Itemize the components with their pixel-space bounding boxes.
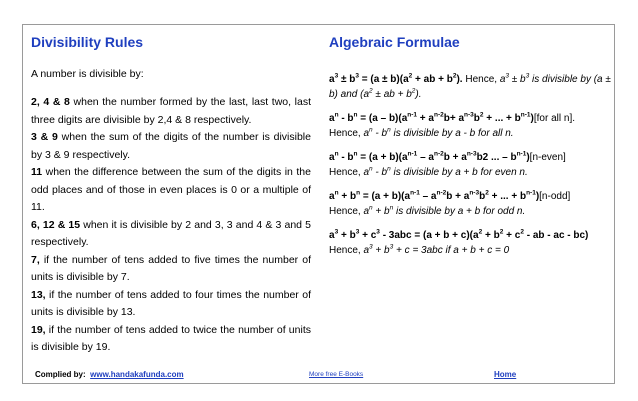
algebra-title: Algebraic Formulae xyxy=(329,34,460,50)
rule-2-4-8: 2, 4 & 8 when the number formed by the last, last two, last three digits are divisible by 2,4 & 8 respectively. xyxy=(31,96,312,126)
divisibility-title: Divisibility Rules xyxy=(31,34,144,50)
rule-6-12-15: 6, 12 & 15 when it is divisible by 2 and 3, 3 and 4 & 3 and 5 respectively. xyxy=(31,218,311,248)
home-link[interactable]: Home xyxy=(494,370,517,379)
formula-three-cubes: $a^3 + b^3 + c^3 - 3abc = (a + b + c)(a^2 + b^2 + c^2$ - ab - ac - bc) Hence, $a^3 + b^3 + c = 3abc$ if a + b + c = 0 xyxy=(329,228,589,256)
divisibility-column xyxy=(31,25,311,357)
page-frame xyxy=(22,24,615,384)
rule-11: 11 when the difference between the sum of the digits in the odd places and of those in even places is 0 or a multiple of 11. xyxy=(31,166,311,213)
algebra-column xyxy=(329,25,613,267)
credit: Complied by: www.handakafunda.com xyxy=(35,370,184,379)
formula-power-sum-odd: $a^n + b^n = (a + b)(a^{n-1} - a^{n-2}b + a^{n-3}b^2$ + ... + $b^{n-1})[n-odd]$ Hence, $a^n + b^n$ is divisible by a + b for odd n. xyxy=(329,189,571,217)
divisibility-intro: A number is divisible by: xyxy=(31,68,144,80)
rule-3-9: 3 & 9 when the sum of the digits of the number is divisible by 3 & 9 respectively. xyxy=(31,131,311,161)
divisibility-rules xyxy=(31,94,311,357)
rule-19: 19, if the number of tens added to twice the number of units is divisible by 19. xyxy=(31,323,311,353)
rule-7: 7, if the number of tens added to five times the number of units is divisible by 7. xyxy=(31,253,311,283)
credit-link[interactable]: www.handakafunda.com xyxy=(90,370,184,379)
formula-power-difference: $a^n - b^n = (a - b)(a^{n-1} + a^{n-2}b+ a^{n-3}b^2$ + ... + $b^{n-1})[for$ all n]. Hence, $a^n - b^n$ is divisible by a - b for all n. xyxy=(329,111,576,139)
formula-power-difference-even: $a^n - b^n = (a + b)(a^{n-1} - a^{n-2}b + a^{n-3}b2$ ... – $b^{n-1})[n-even]$ Hence, $a^n - b^n$ is divisible by a + b for even n. xyxy=(329,150,566,178)
rule-13: 13, if the number of tens added to four times the number of units is divisible by 13. xyxy=(31,288,311,318)
formula-cubes-sum-difference: $a^3 \pm b^3 = (a \pm b)(a^2$ + ab + $b^2$). Hence, $a^3 \pm b^3$ is divisible by (a ± b) and ($a^2$ ± ab + $b^2$). xyxy=(329,72,611,100)
algebra-formulas xyxy=(329,72,613,258)
more-ebooks-link[interactable]: More free E-Books xyxy=(309,371,364,378)
